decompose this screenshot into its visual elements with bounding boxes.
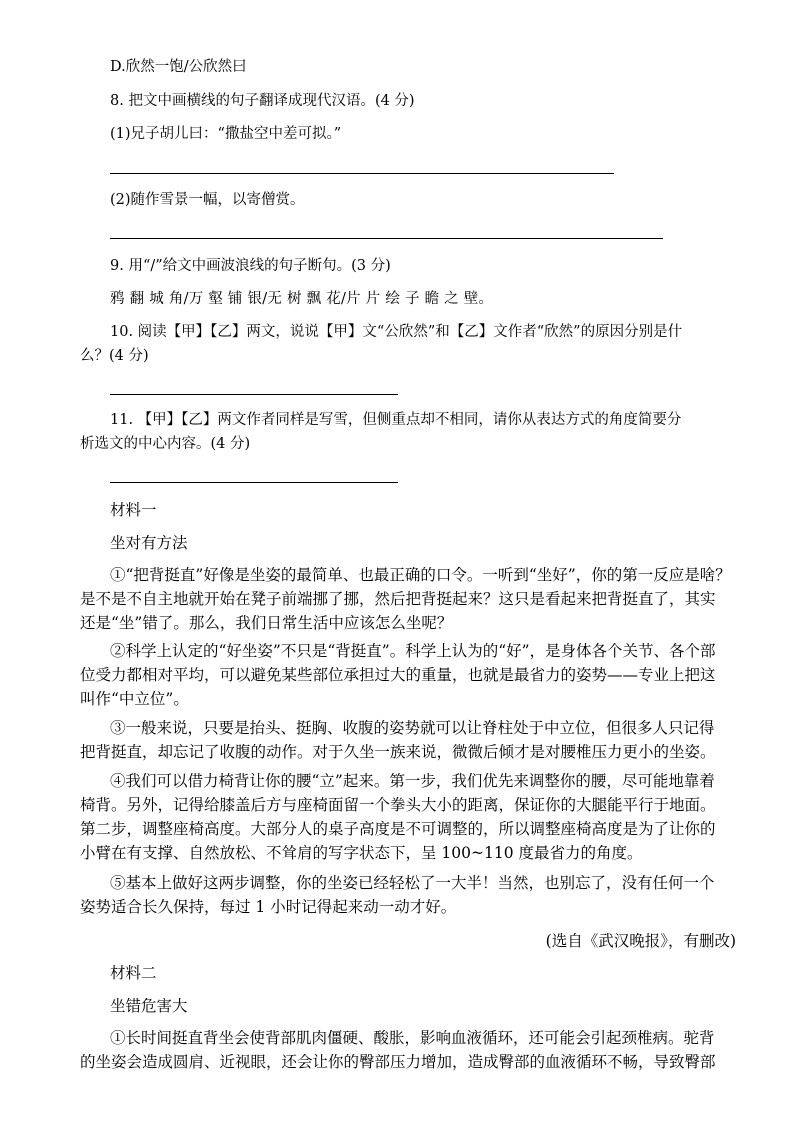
question-8-sentence-2: (2)随作雪景一幅，以寄僧赏。: [110, 192, 305, 208]
paragraph-line: ⑤基本上做好这两步调整，你的坐姿已经轻松了一大半！当然，也别忘了，没有任何一个: [110, 874, 715, 892]
question-8-sentence-1: (1)兄子胡儿曰：“撒盐空中差可拟。”: [110, 126, 342, 142]
answer-line: [110, 238, 663, 239]
question-10-line-2: 么？(4 分): [80, 348, 149, 364]
material-2-label: 材料二: [110, 964, 157, 982]
option-d: D.欣然一饱/公欣然曰: [110, 59, 247, 75]
paragraph-line: ③一般来说，只要是抬头、挺胸、收腹的姿势就可以让脊柱处于中立位，但很多人只记得: [110, 719, 715, 737]
paragraph-line: ④我们可以借力椅背让你的腰“立”起来。第一步，我们优先来调整你的腰，尽可能地靠着: [110, 772, 715, 790]
paragraph-line: 叫作“中立位”。: [80, 690, 189, 708]
paragraph-line: 第二步，调整座椅高度。大部分人的桌子高度是不可调整的，所以调整座椅高度是为了让你的: [80, 820, 716, 838]
material-1-title: 坐对有方法: [110, 534, 188, 552]
source-citation: (选自《武汉晚报》，有删改): [545, 932, 736, 950]
question-9-title: 9. 用“/”给文中画波浪线的句子断句。(3 分): [110, 258, 391, 274]
paragraph-line: ①长时间挺直背坐会使背部肌肉僵硬、酸胀，影响血液循环，还可能会引起颈椎病。驼背: [110, 1029, 715, 1047]
paragraph-line: 姿势适合长久保持，每过 1 小时记得起来动一动才好。: [80, 898, 457, 916]
answer-line: [110, 482, 398, 483]
paragraph-line: ①“把背挺直”好像是坐姿的最简单、也最正确的口令。一听到“坐好”，你的第一反应是啥？: [110, 566, 731, 584]
question-11-line-1: 11. 【甲】【乙】两文作者同样是写雪，但侧重点却不相同，请你从表达方式的角度简要分: [110, 412, 682, 428]
material-1-label: 材料一: [110, 501, 157, 519]
paragraph-line: 还是“坐”错了。那么，我们日常生活中应该怎么坐呢？: [80, 614, 453, 632]
question-9-sentence: 鸦 翻 城 角/万 壑 铺 银/无 树 飘 花/片 片 绘 子 瞻 之 壁。: [110, 291, 494, 307]
material-2-title: 坐错危害大: [110, 997, 188, 1015]
question-10-line-1: 10. 阅读【甲】【乙】两文，说说【甲】文“公欣然”和【乙】文作者“欣然”的原因分别是什: [110, 324, 683, 340]
paragraph-line: 的坐姿会造成圆肩、近视眼，还会让你的臀部压力增加，造成臀部的血液循环不畅，导致臀部: [80, 1053, 716, 1071]
question-8-title: 8. 把文中画横线的句子翻译成现代汉语。(4 分): [110, 93, 415, 109]
paragraph-line: 椅背。另外，记得给膝盖后方与座椅面留一个拳头大小的距离，保证你的大腿能平行于地面。: [80, 796, 716, 814]
question-11-line-2: 析选文的中心内容。(4 分): [80, 436, 251, 452]
answer-line: [110, 394, 398, 395]
answer-line: [110, 173, 614, 174]
paragraph-line: 是不是不自主地就开始在凳子前端挪了挪，然后把背挺起来？这只是看起来把背挺直了，其实: [80, 590, 716, 608]
paragraph-line: 位受力都相对平均，可以避免某些部位承担过大的重量，也就是最省力的姿势——专业上把这: [80, 666, 716, 684]
paragraph-line: 把背挺直，却忘记了收腹的动作。对于久坐一族来说，微微后倾才是对腰椎压力更小的坐姿。: [80, 743, 716, 761]
paragraph-line: 小臂在有支撑、自然放松、不耸肩的写字状态下，呈 100~110 度最省力的角度。: [80, 844, 643, 862]
paragraph-line: ②科学上认定的“好坐姿”不只是“背挺直”。科学上认为的“好”，是身体各个关节、各个部: [110, 642, 716, 660]
